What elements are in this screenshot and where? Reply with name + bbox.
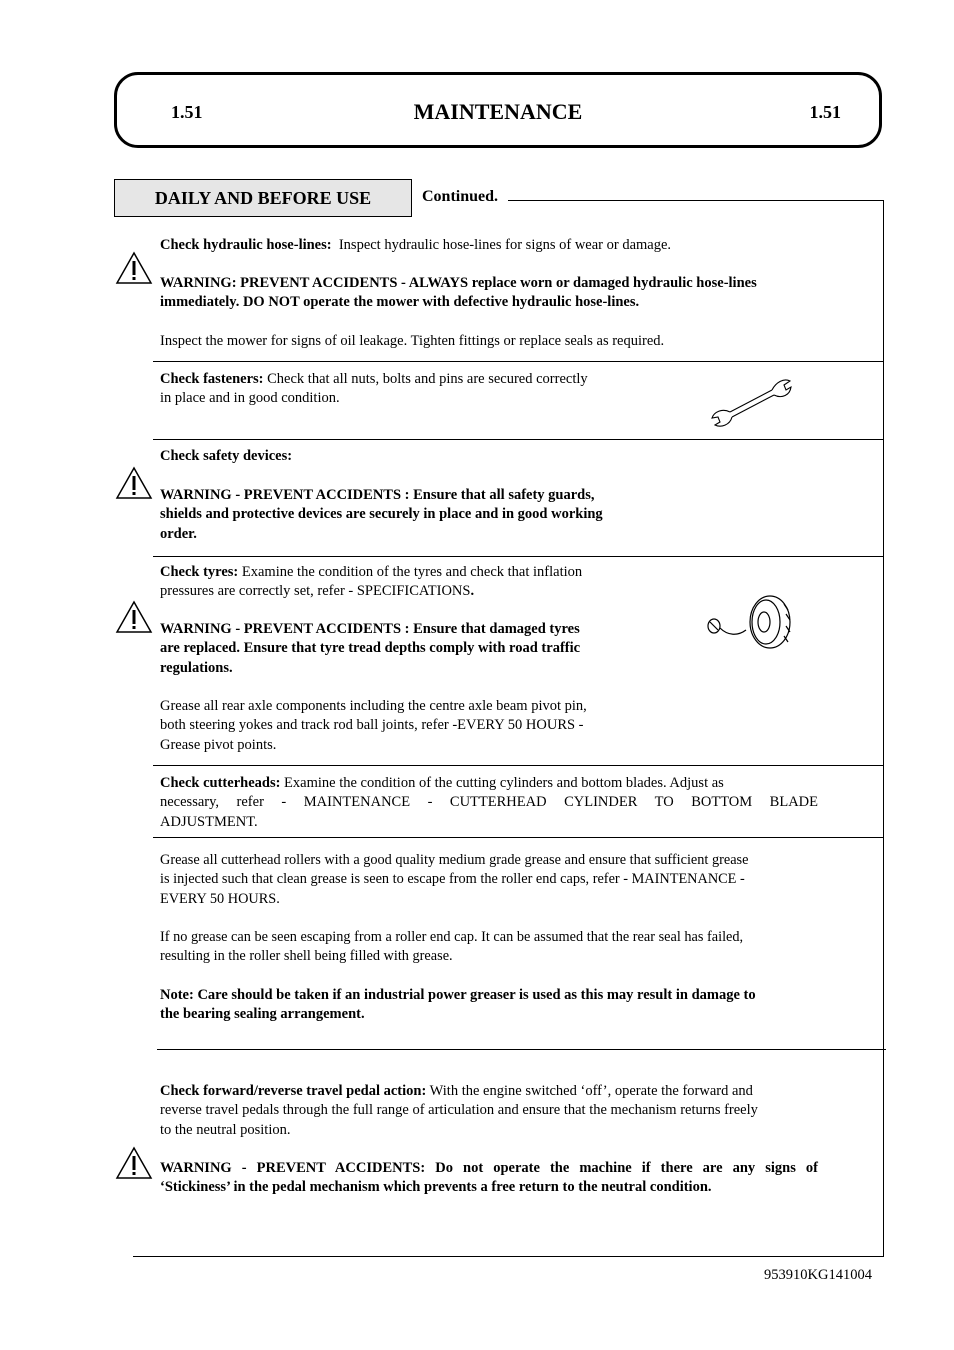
section-number-right: 1.51 — [809, 102, 841, 122]
axle-grease: Grease all rear axle components including the centre axle beam pivot pin, both steering yokes and track rod ball joints, refer -EVERY 50 HOURS - Grease pivot points. — [160, 698, 587, 753]
tyre-gauge-icon — [704, 592, 796, 650]
divider — [153, 556, 884, 557]
divider — [157, 1049, 886, 1050]
warning-triangle-icon — [115, 466, 153, 500]
power-greaser-note: Note: Care should be taken if an industrial power greaser is used as this may result in damage to the bearing sealing arrangement. — [160, 987, 756, 1023]
hydraulic-check: Check hydraulic hose-lines: Inspect hydraulic hose-lines for signs of wear or damage. — [160, 237, 672, 253]
divider — [153, 439, 884, 440]
oil-leak-check: Inspect the mower for signs of oil leakage. Tighten fittings or replace seals as required. — [160, 333, 665, 349]
divider — [153, 361, 884, 362]
safety-check: Check safety devices: — [160, 448, 293, 464]
warning-triangle-icon — [115, 600, 153, 634]
section-number-left: 1.51 — [171, 102, 203, 122]
cutterheads-check: Check cutterheads: Examine the condition of the cutting cylinders and bottom blades. Adjust as necessary, refer - MAINTENANCE - CUTTERHEAD CYLINDER TO BOTTOM BLADE ADJUSTMENT. — [160, 775, 818, 830]
safety-warning: WARNING - PREVENT ACCIDENTS : Ensure that all safety guards, shields and protective devices are securely in place and in good working order. — [160, 487, 603, 542]
spanner-icon — [706, 372, 792, 430]
rear-seal-note: If no grease can be seen escaping from a roller end cap. It can be assumed that the rear seal has failed, resulting in the roller shell being filled with grease. — [160, 929, 744, 965]
warning-triangle-icon — [115, 1146, 153, 1180]
tyres-check: Check tyres: Examine the condition of the tyres and check that inflation pressures are correctly set, refer - SPECIFICATIONS. — [160, 564, 583, 600]
warning-triangle-icon — [115, 251, 153, 285]
continued-rule — [508, 200, 884, 201]
tyres-warning: WARNING - PREVENT ACCIDENTS : Ensure that damaged tyres are replaced. Ensure that tyre tread depths comply with road traffic regulations. — [160, 621, 581, 676]
divider — [153, 837, 884, 838]
footer-rule — [133, 1256, 884, 1257]
page-title: MAINTENANCE — [413, 99, 583, 124]
content-right-border — [883, 200, 884, 1256]
roller-grease: Grease all cutterhead rollers with a good quality medium grade grease and ensure that sufficient grease is injected such that clean grease is seen to escape from the roller end caps, refer - MAINTENANCE - EVERY 50 HOURS. — [160, 852, 749, 907]
hydraulic-warning: WARNING: PREVENT ACCIDENTS - ALWAYS replace worn or damaged hydraulic hose-lines immediately. DO NOT operate the mower with defective hydraulic hose-lines. — [160, 275, 757, 311]
pedal-check: Check forward/reverse travel pedal action: With the engine switched ‘off’, operate the forward and reverse travel pedals through the full range of articulation and ensure that the mechanism returns freely to the neutral position. — [160, 1083, 758, 1138]
pedal-warning: WARNING - PREVENT ACCIDENTS: Do not operate the machine if there are any signs of ‘Stickiness’ in the pedal mechanism which prevents a free return to the neutral condition. — [160, 1160, 818, 1196]
page-header — [114, 72, 882, 148]
continued-label: Continued. — [422, 188, 499, 205]
divider — [153, 765, 884, 766]
fasteners-check: Check fasteners: Check that all nuts, bolts and pins are secured correctly in place and in good condition. — [160, 371, 588, 407]
document-code: 953910KG141004 — [764, 1267, 872, 1283]
section-label: DAILY AND BEFORE USE — [114, 179, 412, 217]
